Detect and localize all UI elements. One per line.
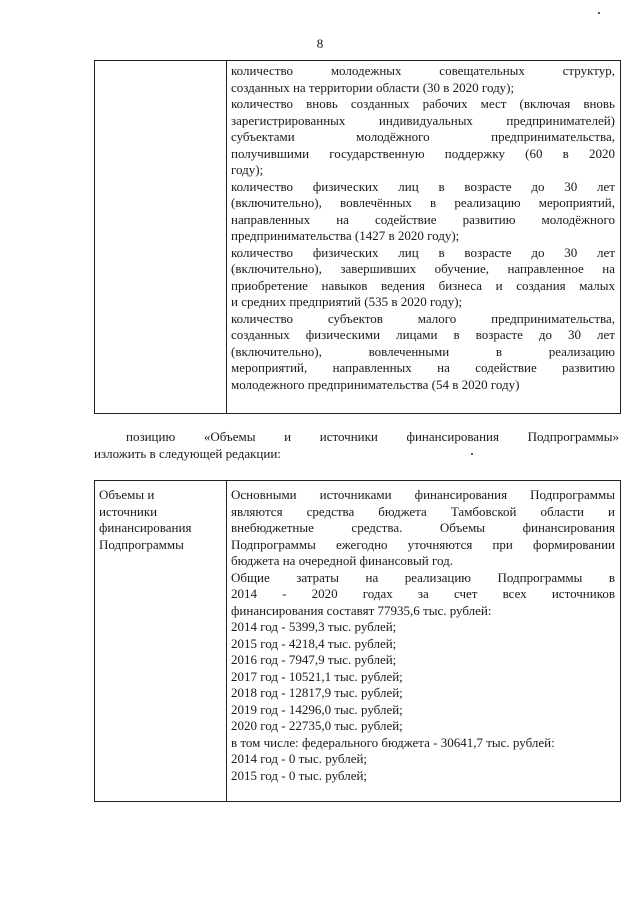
funding-year-line: 2014 год - 5399,3 тыс. рублей; — [231, 619, 397, 634]
indicator-line: молодежного предпринимательства (54 в 2020 году) — [231, 376, 520, 392]
funding-heading-cell — [99, 487, 223, 553]
indicator-line: направленных на содействие развитию молодёжного — [231, 211, 615, 227]
funding-line: Общие затраты на реализацию Подпрограммы в — [231, 569, 615, 585]
heading-line: Объемы и — [99, 487, 155, 502]
column-divider — [226, 481, 227, 801]
paragraph-line: позицию «Объемы и источники финансирования Подпрограммы» — [126, 429, 619, 444]
indicator-line: количество молодежных совещательных структур, — [231, 63, 615, 78]
indicators-table-continuation — [94, 60, 621, 414]
funding-year-line: 2016 год - 7947,9 тыс. рублей; — [231, 652, 397, 667]
indicator-line: приобретение навыков ведения бизнеса и создания малых — [231, 277, 615, 293]
heading-line: Подпрограммы — [99, 536, 184, 552]
indicators-cell — [231, 63, 615, 393]
indicator-line: предпринимательства (1427 в 2020 году); — [231, 228, 460, 243]
funding-line: финансирования составят 77935,6 тыс. рублей: — [231, 602, 492, 618]
indicator-line: субъектами молодёжного предпринимательства, — [231, 129, 615, 144]
indicator-line: зарегистрированных индивидуальных предпринимателей) — [231, 112, 615, 128]
scan-speck — [471, 453, 473, 455]
funding-line: Основными источниками финансирования Подпрограммы — [231, 487, 615, 502]
indicator-line: году); — [231, 162, 264, 177]
funding-line: 2014 - 2020 годах за счет всех источников — [231, 586, 615, 601]
funding-year-line: 2019 год - 14296,0 тыс. рублей; — [231, 701, 403, 717]
funding-table — [94, 480, 621, 802]
funding-year-line: 2017 год - 10521,1 тыс. рублей; — [231, 668, 403, 684]
funding-year-line: 2015 год - 4218,4 тыс. рублей; — [231, 635, 397, 651]
indicator-line: и средних предприятий (535 в 2020 году); — [231, 294, 463, 309]
indicator-line: количество физических лиц в возрасте до 30 лет — [231, 244, 615, 260]
funding-details-cell — [231, 487, 615, 784]
paragraph-line: изложить в следующей редакции: — [94, 446, 281, 461]
funding-year-line: 2014 год - 0 тыс. рублей; — [231, 751, 368, 766]
funding-year-line: 2018 год - 12817,9 тыс. рублей; — [231, 685, 403, 700]
funding-line: Подпрограммы ежегодно уточняются при формировании — [231, 536, 615, 552]
scan-speck — [598, 12, 600, 14]
funding-line: в том числе: федерального бюджета - 30641,7 тыс. рублей: — [231, 734, 555, 750]
amendment-paragraph — [94, 428, 619, 462]
funding-line: бюджета на очередной финансовый год. — [231, 553, 453, 568]
indicator-line: созданных на территории области (30 в 2020 году); — [231, 79, 515, 95]
indicator-line: созданных физическими лицами в возрасте до 30 лет — [231, 327, 615, 342]
funding-year-line: 2020 год - 22735,0 тыс. рублей; — [231, 718, 403, 733]
indicator-line: получившими государственную поддержку (60 в 2020 — [231, 145, 615, 161]
page-number: 8 — [316, 36, 324, 51]
indicator-line: (включительно), вовлеченными в реализацию — [231, 343, 615, 359]
column-divider — [226, 61, 227, 413]
heading-line: финансирования — [99, 520, 192, 535]
indicator-line: количество физических лиц в возрасте до 30 лет — [231, 178, 615, 194]
indicator-line: (включительно), завершивших обучение, направленное на — [231, 261, 615, 276]
funding-year-line: 2015 год - 0 тыс. рублей; — [231, 767, 368, 783]
indicator-line: количество субъектов малого предпринимательства, — [231, 310, 615, 326]
indicator-line: количество вновь созданных рабочих мест (включая вновь — [231, 96, 615, 111]
heading-line: источники — [99, 503, 158, 519]
funding-line: внебюджетные средства. Объемы финансирования — [231, 520, 615, 535]
indicator-line: мероприятий, направленных на содействие развитию — [231, 360, 615, 375]
funding-line: являются средства бюджета Тамбовской области и — [231, 503, 615, 519]
indicator-line: (включительно), вовлечённых в реализацию мероприятий, — [231, 195, 615, 210]
